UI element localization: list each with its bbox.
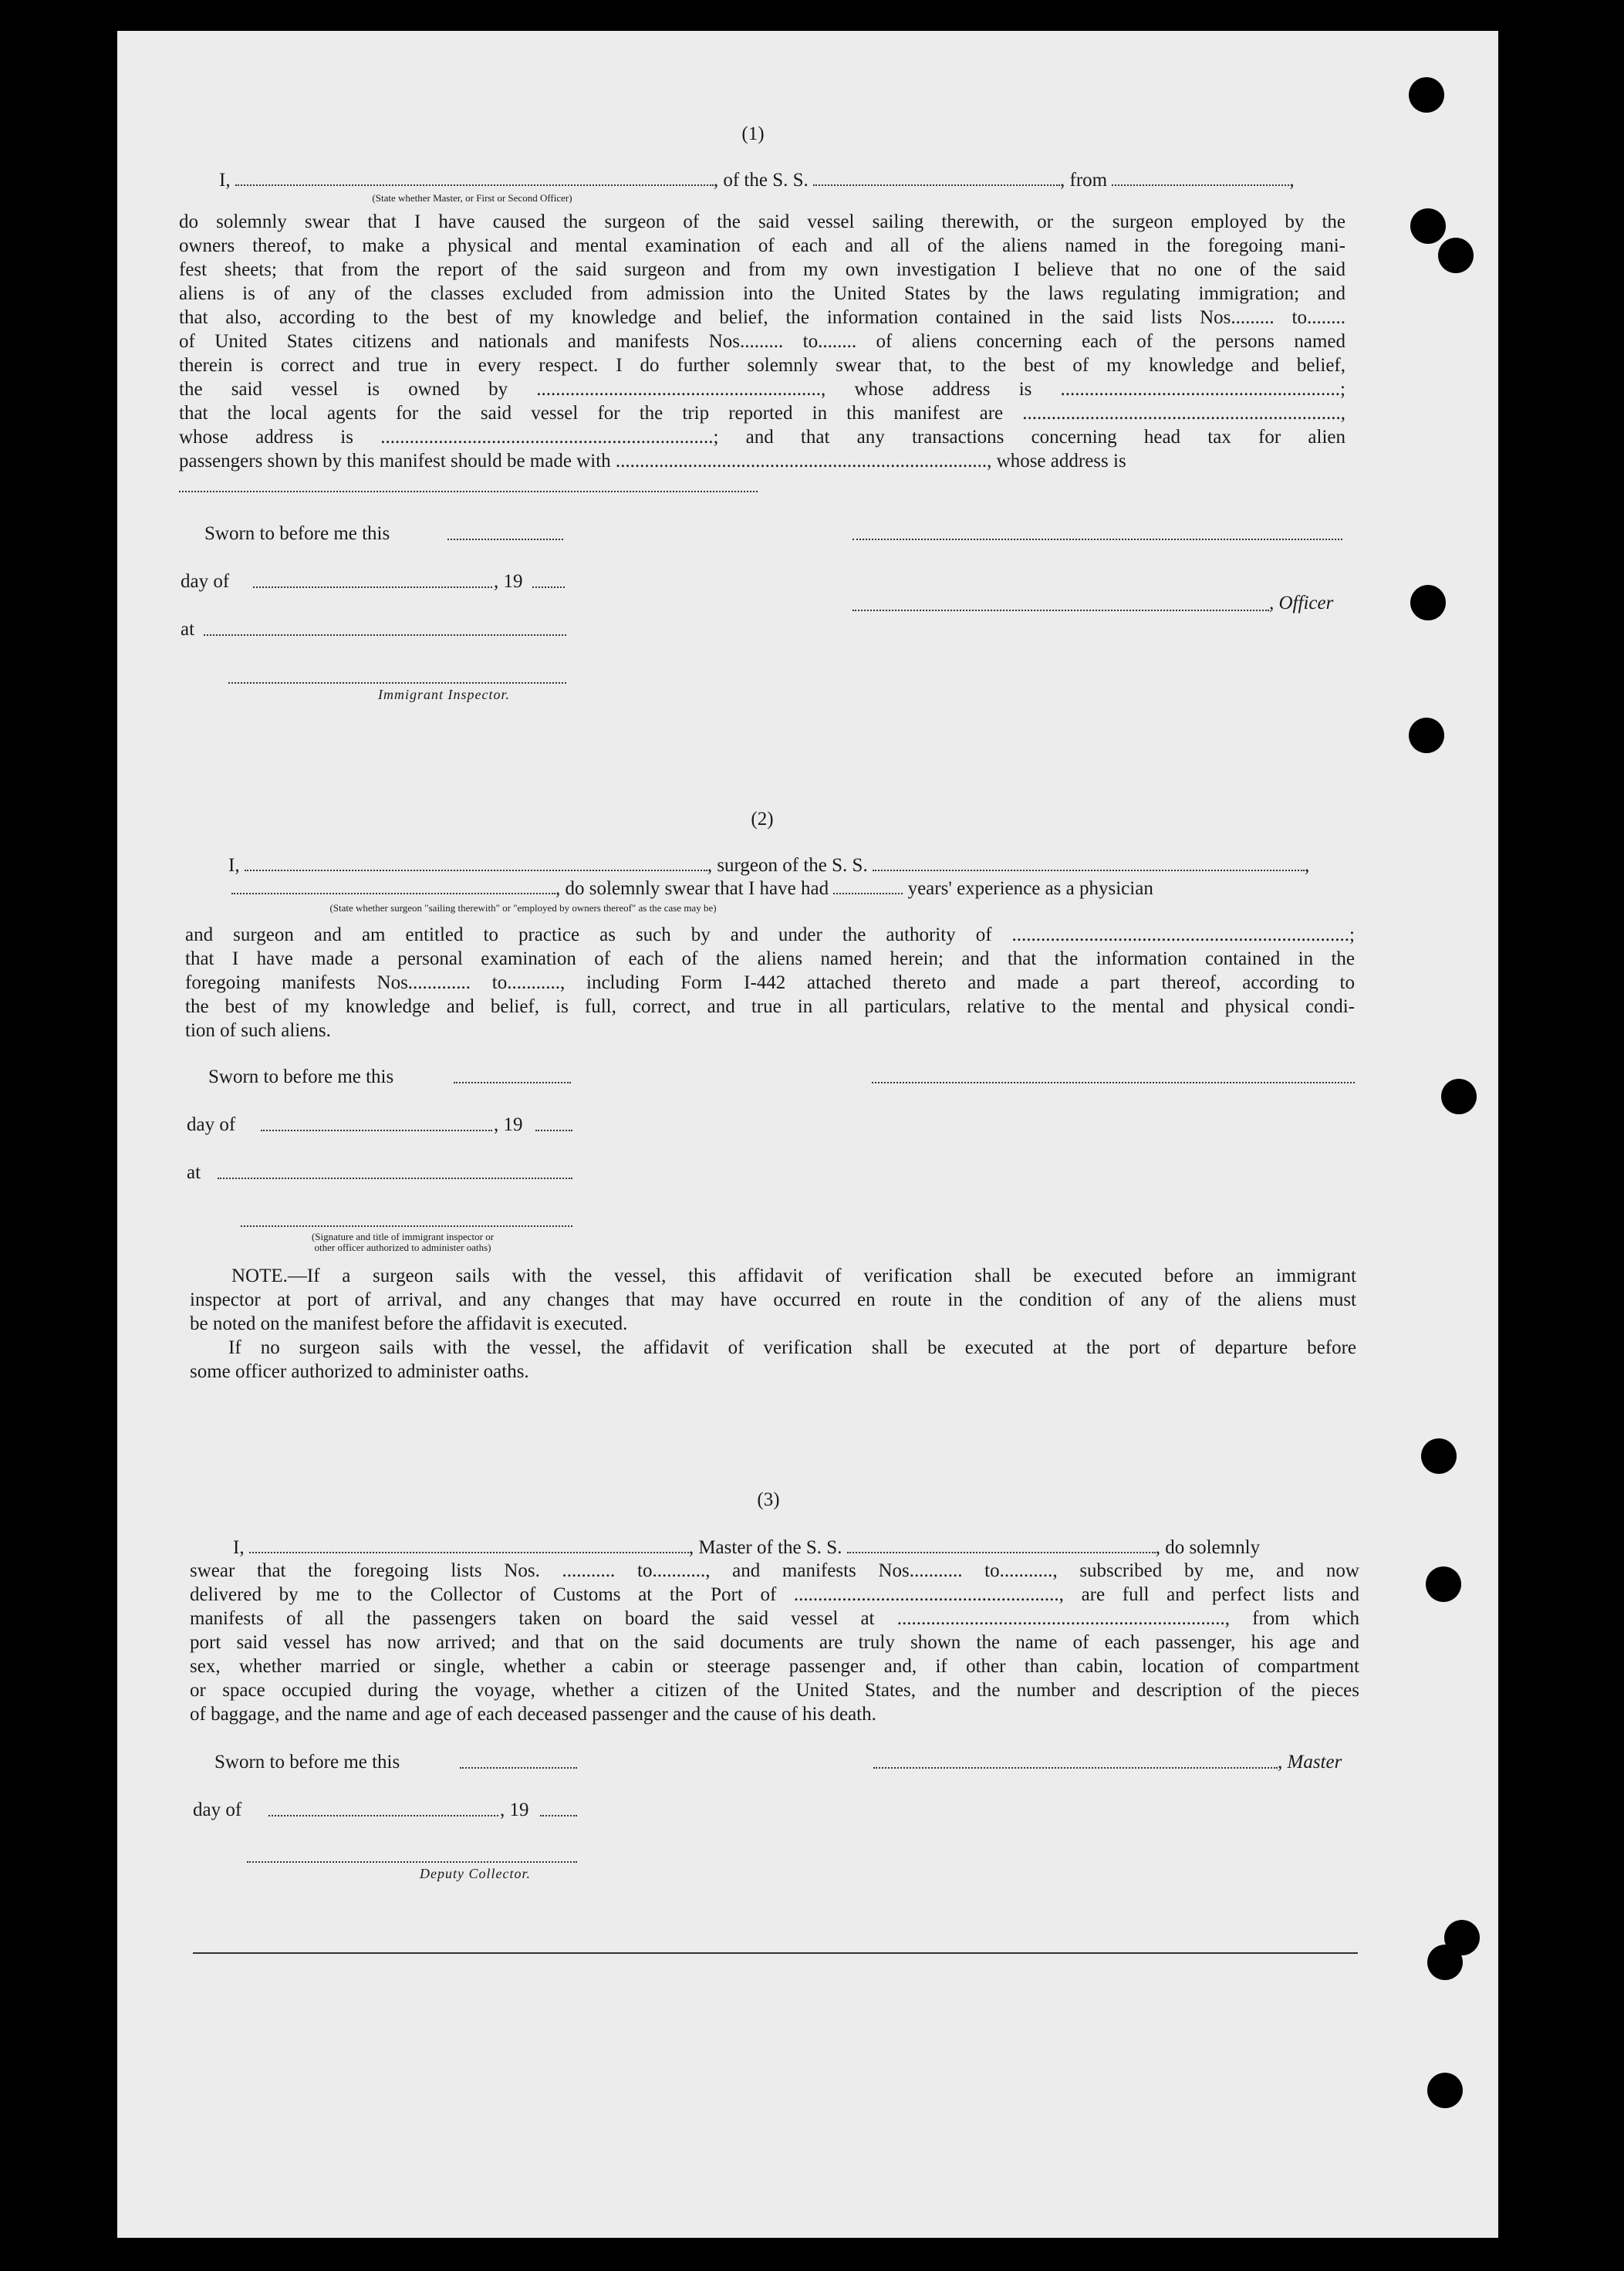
section-2-number: (2)	[751, 809, 774, 830]
year-field-3	[540, 1815, 577, 1816]
signature-caption-2: other officer authorized to administer oaths)	[314, 1242, 491, 1253]
punch-hole	[1410, 208, 1446, 244]
inspector-caption: Immigrant Inspector.	[378, 687, 510, 702]
at-label-2: at	[187, 1162, 201, 1183]
vessel-name-field-2	[873, 854, 1305, 871]
sworn-label-1: Sworn to before me this	[204, 523, 390, 544]
section-3-number: (3)	[757, 1489, 780, 1510]
day-of-label-1: day of	[181, 571, 230, 592]
section-2-body: and surgeon and am entitled to practice as such by and under the authority of ......................................................................; that I have made a personal examination of each of the aliens named herein; and that the information contained in the foregoing manifests Nos............. to..........., including Form I-442 attached thereto and made a part thereof, according to the best of my knowledge and belief, is full, correct, and true in all particulars, relative to the mental and physical condi- tion of such aliens.	[185, 924, 1355, 1041]
punch-hole	[1441, 1079, 1477, 1114]
sworn-date-field-1	[447, 539, 563, 540]
signature-caption-1: (Signature and title of immigrant inspector or	[311, 1231, 495, 1242]
vessel-name-field-3	[847, 1536, 1156, 1553]
surgeon-type-field	[231, 877, 555, 894]
month-field-3	[268, 1815, 498, 1816]
section-3-first-line: I, , Master of the S. S. , do solemnly	[233, 1537, 1261, 1558]
deputy-caption: Deputy Collector.	[420, 1866, 531, 1881]
master-signature-line-3	[873, 1767, 1278, 1769]
month-field-1	[253, 586, 492, 588]
surgeon-name-field	[245, 854, 707, 871]
sworn-label-3: Sworn to before me this	[214, 1752, 400, 1773]
sworn-label-2: Sworn to before me this	[208, 1066, 394, 1087]
punch-hole	[1421, 1438, 1457, 1474]
inspector-signature-line	[228, 682, 566, 684]
origin-field	[1112, 169, 1289, 186]
punch-hole	[1426, 1566, 1461, 1602]
officer-label: , Officer	[1269, 593, 1334, 613]
note-block: NOTE.—If a surgeon sails with the vessel, this affidavit of verification shall be executed before an immigrant inspector at port of arrival, and any changes that may have occurred en route in the condition of any of the aliens must be noted on the manifest before the affidavit is executed. If no surgeon sails with the vessel, the affidavit of verification shall be executed at the port of departure before some officer authorized to administer oaths.	[190, 1266, 1356, 1382]
master-name-field-3	[249, 1536, 689, 1553]
deputy-signature-line	[247, 1861, 577, 1863]
section-3-body: swear that the foregoing lists Nos. ........... to..........., and manifests Nos........... to..........., subscribed by me, and now delivered by me to the Collector of Customs at the Port of ......................................................., are full and perfect lists and manifests of all the passengers taken on board the said vessel at ...................................................................., from which port said vessel has now arrived; and that on the said documents are truly shown the name of each passenger, his age and sex, whether married or single, whether a cabin or steerage passenger and, if other than cabin, location of compartment or space occupied during the voyage, whether a citizen of the United States, and the number and description of the pieces of baggage, and the name and age of each deceased passenger and the cause of his death.	[190, 1560, 1359, 1725]
at-label-1: at	[181, 619, 195, 640]
punch-hole	[1409, 77, 1444, 113]
officer-signature-line	[853, 610, 1269, 611]
year-field-2	[535, 1130, 572, 1131]
master-name-field	[235, 169, 714, 186]
year-label-1: , 19	[494, 571, 523, 592]
year-field-1	[532, 586, 565, 588]
vessel-name-field	[813, 169, 1060, 186]
section-1-number: (1)	[741, 123, 765, 144]
day-of-label-2: day of	[187, 1114, 236, 1135]
section-1-body: do solemnly swear that I have caused the surgeon of the said vessel sailing therewith, or the surgeon employed by the owners thereof, to make a physical and mental examination of each and all of the aliens named in the foregoing mani- fest sheets; that from the report of the said surgeon and from my own investigation I believe that no one of the said aliens is of any of the classes excluded from admission into the United States by the laws regulating immigration; and that also, according to the best of my knowledge and belief, the information contained in the said lists Nos......... to........ of United States citizens and nationals and manifests Nos......... to........ of aliens concerning each of the persons named therein is correct and true in every respect. I do further solemnly swear that, to the best of my knowledge and belief, the said vessel is owned by ..........................................................., whose address is ..........................................................; that the local agents for the said vessel for the trip reported in this manifest are .................................................................., whose address is .....................................................................; and that any transactions concerning head tax for alien passengers shown by this manifest should be made with ............................................................................., whose address is	[179, 211, 1345, 471]
bottom-rule	[193, 1952, 1358, 1954]
master-signature-line-1	[853, 539, 1342, 540]
years-field	[833, 877, 903, 894]
punch-hole	[1438, 238, 1474, 273]
sworn-date-field-2	[454, 1082, 571, 1083]
punch-hole	[1427, 1945, 1463, 1980]
rank-caption: (State whether Master, or First or Second Officer)	[372, 192, 572, 204]
month-field-2	[261, 1130, 492, 1131]
year-label-3: , 19	[500, 1800, 529, 1820]
surgeon-type-caption: (State whether surgeon "sailing therewith" or "employed by owners thereof" as the case may be)	[329, 902, 717, 914]
surgeon-signature-line	[872, 1082, 1355, 1083]
day-of-label-3: day of	[193, 1800, 242, 1820]
section-2-first-line: I, , surgeon of the S. S. ,	[228, 855, 1310, 876]
at-field-2	[218, 1178, 572, 1179]
section-1-first-line: I, , of the S. S. , from ,	[219, 170, 1295, 191]
at-field-1	[204, 634, 566, 636]
master-label: , Master	[1278, 1752, 1342, 1773]
punch-hole	[1409, 718, 1444, 753]
sworn-date-field-3	[460, 1767, 577, 1769]
section-2-second-line: , do solemnly swear that I have had years' experience as a physician	[231, 877, 1355, 901]
punch-hole	[1427, 2073, 1463, 2108]
officer-signature-line-2	[241, 1225, 572, 1227]
punch-hole	[1410, 585, 1446, 620]
year-label-2: , 19	[494, 1114, 523, 1135]
address-field	[179, 491, 758, 492]
